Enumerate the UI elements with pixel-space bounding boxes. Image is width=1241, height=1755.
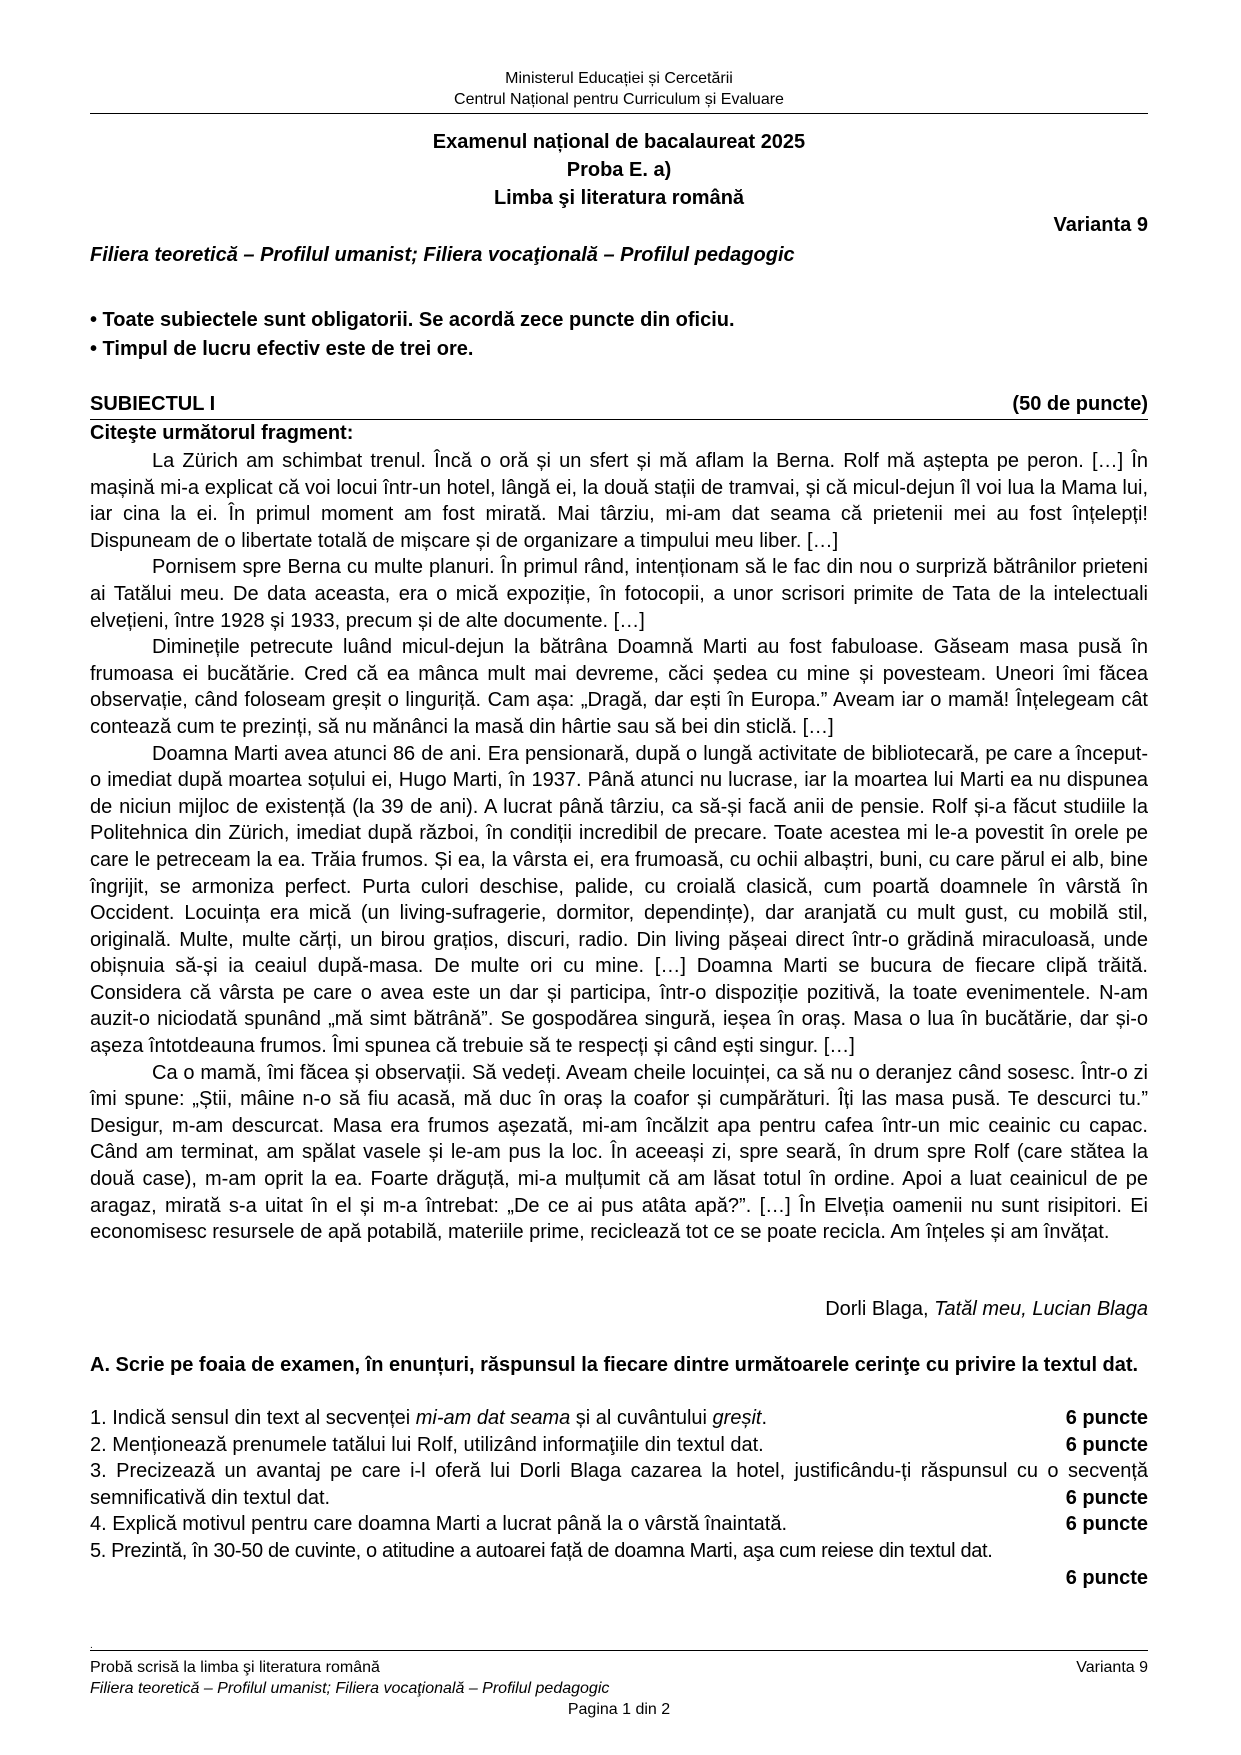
center-name: Centrul Național pentru Curriculum și Evaluare: [454, 91, 784, 108]
question-emphasis: greșit: [712, 1407, 762, 1429]
question-item: [90, 1458, 1148, 1511]
question-points: 6 puncte: [1065, 1433, 1148, 1456]
question-list: [90, 1405, 1148, 1591]
ministry-name: Ministerul Educației și Cercetării: [505, 70, 733, 87]
question-emphasis: mi-am dat seama: [415, 1407, 571, 1429]
question-points: 6 puncte: [1065, 1566, 1148, 1589]
subject-points: (50 de puncte): [1012, 393, 1148, 415]
question-text: .: [761, 1407, 768, 1429]
question-item: [90, 1511, 1148, 1538]
subject-label: SUBIECTUL I: [90, 393, 216, 415]
question-text: și al cuvântului: [570, 1407, 713, 1429]
page-header: [90, 68, 1148, 110]
question-points: 6 puncte: [1065, 1407, 1148, 1429]
footer-variant: Varianta 9: [1076, 1659, 1148, 1676]
question-text: 3. Precizează un avantaj pe care i-l oferă lui Dorli Blaga cazarea la hotel, justificându-ți răspunsul cu o secvență semnificativă din textul dat.: [90, 1460, 1148, 1509]
footer-exam-name: Probă scrisă la limba şi literatura română: [90, 1659, 380, 1676]
page-footer: [90, 1657, 1148, 1720]
exam-title-line1: Examenul național de bacalaureat 2025: [432, 131, 806, 153]
subject-heading: [90, 393, 1148, 416]
exam-rules: [90, 306, 735, 364]
footer-dot: .: [90, 1640, 93, 1651]
question-item: [90, 1432, 1148, 1459]
variant-label: Varianta 9: [1053, 214, 1148, 236]
question-text: 4. Explică motivul pentru care doamna Marti a lucrat până la o vârstă înaintată.: [90, 1513, 788, 1536]
section-a-heading: A. Scrie pe foaia de examen, în enunțuri, răspunsul la fiecare dintre următoarele cerinţe cu privire la textul dat.: [90, 1354, 1139, 1376]
fragment-source: [825, 1298, 1148, 1321]
rule-item: • Timpul de lucru efectiv este de trei ore.: [90, 338, 474, 360]
fragment-paragraph: La Zürich am schimbat trenul. Încă o oră și un sfert și mă aflam la Berna. Rolf mă aștepta pe peron. […] În mașină mi-a explicat că voi locui într-un hotel, lângă ei, la două stații de tramvai, și că micul-dejun îl voi lua la Mama lui, iar cina la ei. În primul moment am fost mirată. Mai târziu, mi-am dat seama că prietenii mei au fost înțelepți! Dispuneam de o libertate totală de mișcare și de organizare a timpului meu liber. […]: [90, 450, 1148, 552]
question-text: 2. Menționează prenumele tatălui lui Rolf, utilizând informaţiile din textul dat.: [90, 1433, 764, 1456]
read-instruction: Citeşte următorul fragment:: [90, 422, 354, 444]
subject-divider: [90, 419, 1148, 420]
question-points: 6 puncte: [1065, 1486, 1148, 1509]
literary-fragment: [90, 448, 1148, 1246]
question-text: 1. Indică sensul din text al secvenței: [90, 1407, 416, 1429]
footer-divider: [90, 1650, 1148, 1651]
question-item: [90, 1538, 1148, 1591]
page-number: Pagina 1 din 2: [567, 1701, 671, 1718]
rule-item: • Toate subiectele sunt obligatorii. Se acordă zece puncte din oficiu.: [90, 309, 735, 331]
exam-title: [90, 128, 1148, 212]
fragment-paragraph: Ca o mamă, îmi făcea și observații. Să vedeți. Aveam cheile locuinței, ca să nu o deranjez când sosesc. Într-o zi îmi spune: „Știi, mâine n-o să fiu acasă, mă duc în oraș la coafor și cumpărături. Îți las masa pusă. Te descurci tu.” Desigur, m-am descurcat. Masa era frumos așezată, mi-am încălzit apa pentru cafea într-un mic ceainic cu capac. Când am terminat, am spălat vasele și le-am pus la loc. În aceeași zi, spre seară, în drum spre Rolf (care stătea la două case), m-am oprit la ea. Foarte drăguță, mi-a mulțumit că am lăsat totul în ordine. Apoi a luat ceainicul de pe aragaz, mirată s-a uitat în el și m-a întrebat: „De ce ai pus atâta apă?”. […] În Elveția oamenii nu sunt risipitori. Ei economisesc resursele de apă potabilă, materiile prime, reciclează tot ce se poate recicla. Am înțeles și am învățat.: [90, 1061, 1148, 1244]
exam-title-line2: Proba E. a): [566, 159, 672, 181]
exam-title-line3: Limba şi literatura română: [493, 187, 745, 209]
footer-filiera: Filiera teoretică – Profilul umanist; Filiera vocaţională – Profilul pedagogic: [90, 1680, 610, 1697]
source-author: Dorli Blaga,: [825, 1298, 935, 1320]
fragment-paragraph: Pornisem spre Berna cu multe planuri. În primul rând, intenționam să le fac din nou o surpriză bătrânilor prieteni ai Tatălui meu. De data aceasta, era o mică expoziție, în fotocopii, a unor scrisori primite de Tata de la intelectuali elvețieni, între 1928 și 1933, precum și de alte documente. […]: [90, 556, 1148, 632]
question-points: 6 puncte: [1065, 1513, 1148, 1536]
question-item: [90, 1405, 1148, 1432]
source-title: Tatăl meu, Lucian Blaga: [934, 1298, 1148, 1320]
header-divider: [90, 113, 1148, 114]
filiera-label: Filiera teoretică – Profilul umanist; Filiera vocaţională – Profilul pedagogic: [90, 244, 795, 266]
fragment-paragraph: Diminețile petrecute luând micul-dejun la bătrâna Doamnă Marti au fost fabuloase. Găseam masa pusă în frumoasa ei bucătărie. Cred că ea mânca mult mai devreme, căci ședea cu mine și povesteam. Uneori îmi făcea observație, când foloseam greșit o linguriță. Cam așa: „Dragă, dar ești în Europa.” Aveam iar o mamă! Înțelegeam cât contează cum te prezinți, să nu mănânci la masă din hârtie sau să bei din sticlă. […]: [90, 636, 1148, 738]
fragment-paragraph: Doamna Marti avea atunci 86 de ani. Era pensionară, după o lungă activitate de bibliotecară, pe care a început-o imediat după moartea soțului ei, Hugo Marti, în 1937. Până atunci nu lucrase, iar la moartea lui Marti ea nu dispunea de niciun mijloc de existență (la 39 de ani). A lucrat până târziu, ca să-și facă anii de pensie. Rolf și-a făcut studiile la Politehnica din Zürich, imediat după război, în condiții incredibil de precare. Toate acestea mi le-a povestit în orele pe care le petreceam la ea. Trăia frumos. Și ea, la vârsta ei, era frumoasă, cu ochii albaștri, buni, cu care părul ei alb, bine îngrijit, se armoniza perfect. Purta culori deschise, palide, cu croială clasică, cum poartă doamnele în vârstă în Occident. Locuința era mică (un living-sufragerie, dormitor, dependințe), dar aranjată cu mult gust, cu mobilă stil, originală. Multe, multe cărți, un birou grațios, discuri, radio. Din living pășeai direct într-o grădină miraculoasă, unde obișnuia să-și ia ceaiul după-masa. De multe ori cu mine. […] Doamna Marti se bucura de fiecare clipă trăită. Considera că vârsta pe care o avea este un dar și participa, într-o dispoziție pozitivă, la toate evenimentele. N-am auzit-o niciodată spunând „mă simt bătrână”. Se gospodărea singură, ieșea în oraș. Masa o lua în bucătărie, dar și-o așeza întotdeauna frumos. Îmi spunea că trebuie să te respecți și când ești singur. […]: [90, 742, 1148, 1058]
question-text: 5. Prezintă, în 30-50 de cuvinte, o atitudine a autoarei față de doamna Marti, aşa cum reiese din textul dat.: [90, 1539, 993, 1562]
